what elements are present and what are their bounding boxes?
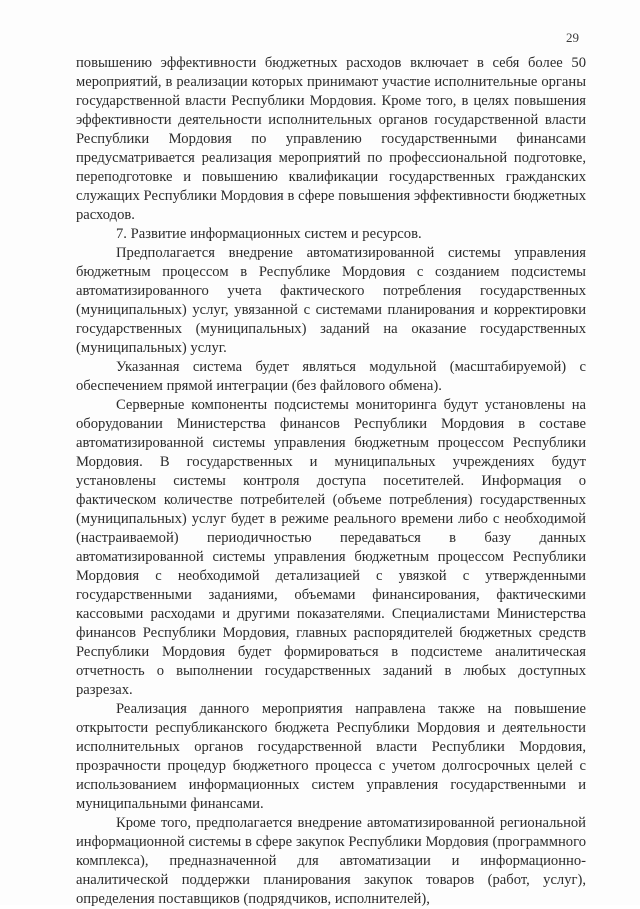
paragraph-transparency: Реализация данного мероприятия направлена также на повышение открытости республиканского бюджета Республики Мордовия и деятельности исполнительных органов государственной власти Республики Мордовия, прозрачности процедур бюджетного процесса с учетом долгосрочных целей с использованием информационных систем управления государственными и муниципальными финансами. [76, 701, 586, 812]
section-heading-information-systems: 7. Развитие информационных систем и ресурсов. [116, 226, 422, 242]
paragraph-modular-system: Указанная система будет являться модульной (масштабируемой) с обеспечением прямой интеграции (без файлового обмена). [76, 359, 586, 394]
paragraph-automated-budget-system: Предполагается внедрение автоматизированной системы управления бюджетным процессом в Республике Мордовия с созданием подсистемы автоматизированного учета фактического потребления государственных (муниципальных) услуг, увязанной с системами планирования и корректировки государственных (муниципальных) заданий на оказание государственных (муниципальных) услуг. [76, 245, 586, 356]
paragraph-server-components: Серверные компоненты подсистемы мониторинга будут установлены на оборудовании Министерства финансов Республики Мордовия в составе автоматизированной системы управления бюджетным процессом Республики Мордовия. В государственных и муниципальных учреждениях будут установлены системы контроля доступа посетителей. Информация о фактическом количестве потребителей (объеме потребления) государственных (муниципальных) услуг будет в режиме реального времени либо с необходимой (настраиваемой) периодичностью передаваться в базу данных автоматизированной системы управления бюджетным процессом Республики Мордовия с необходимой детализацией с увязкой с утвержденными государственными заданиями, объемами финансирования, фактическими кассовыми расходами и другими показателями. Специалистами Министерства финансов Республики Мордовия, главных распорядителей бюджетных средств Республики Мордовия будет формироваться в подсистеме аналитическая отчетность о выполнении государственных заданий в любых доступных разрезах. [76, 397, 586, 698]
paragraph-procurement-system: Кроме того, предполагается внедрение автоматизированной региональной информационной системы в сфере закупок Республики Мордовия (программного комплекса), предназначенной для автоматизации и информационно-аналитической поддержки планирования закупок товаров (работ, услуг), определения поставщиков (подрядчиков, исполнителей), [76, 815, 586, 907]
document-body [76, 54, 586, 909]
page-number: 29 [566, 30, 579, 45]
paragraph-budget-efficiency-continued: повышению эффективности бюджетных расходов включает в себя более 50 мероприятий, в реализации которых принимают участие исполнительные органы государственной власти Республики Мордовия. Кроме того, в целях повышения эффективности деятельности исполнительных органов государственной власти Республики Мордовия по управлению государственными финансами предусматривается реализация мероприятий по профессиональной подготовке, переподготовке и повышению квалификации государственных гражданских служащих Республики Мордовия в сфере повышения эффективности бюджетных расходов. [76, 55, 586, 223]
